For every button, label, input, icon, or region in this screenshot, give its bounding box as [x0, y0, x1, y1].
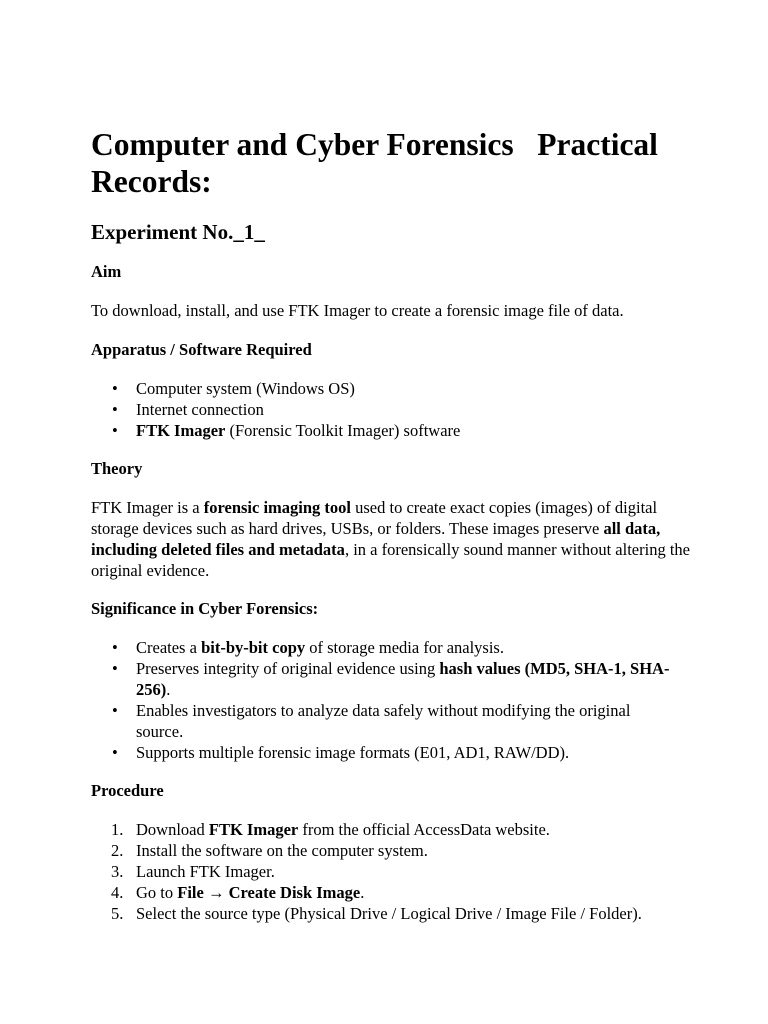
step-number: 4. [111, 883, 124, 902]
list-item: • Internet connection [112, 400, 264, 419]
aim-text: To download, install, and use FTK Imager to create a forensic image file of data. [91, 301, 624, 320]
experiment-number: Experiment No._1_ [91, 220, 265, 244]
procedure-list [91, 819, 681, 924]
page-title: Computer and Cyber Forensics Practical Records: [91, 127, 666, 199]
bullet-icon: • [112, 743, 118, 762]
list-item: • Computer system (Windows OS) [112, 379, 355, 398]
list-item: • Supports multiple forensic image formats (E01, AD1, RAW/DD). [112, 743, 570, 762]
aim-heading: Aim [91, 262, 122, 281]
apparatus-list [91, 378, 681, 441]
step-number: 1. [111, 820, 124, 839]
bullet-icon: • [112, 638, 118, 657]
list-item: 1. Download FTK Imager from the official AccessData website. [111, 820, 550, 839]
list-item: 5. Select the source type (Physical Drive / Logical Drive / Image File / Folder). [111, 904, 642, 923]
document-page [91, 126, 691, 923]
list-item: 3. Launch FTK Imager. [111, 862, 275, 881]
list-item: • Enables investigators to analyze data safely without modifying the original source. [112, 701, 631, 741]
list-item: • FTK Imager (Forensic Toolkit Imager) software [112, 421, 461, 440]
step-number: 3. [111, 862, 124, 881]
step-number: 2. [111, 841, 124, 860]
bullet-icon: • [112, 701, 118, 720]
theory-text: FTK Imager is a forensic imaging tool used to create exact copies (images) of digital storage devices such as hard drives, USBs, or folders. These images preserve all data, including deleted files and metadata, in a forensically sound manner without altering the original evidence. [91, 498, 690, 580]
apparatus-heading: Apparatus / Software Required [91, 340, 312, 359]
list-item: • Creates a bit-by-bit copy of storage media for analysis. [112, 638, 504, 657]
bullet-icon: • [112, 421, 118, 440]
bullet-icon: • [112, 379, 118, 398]
theory-heading: Theory [91, 459, 143, 478]
significance-heading: Significance in Cyber Forensics: [91, 599, 319, 618]
procedure-heading: Procedure [91, 781, 164, 800]
significance-list [91, 637, 681, 763]
bullet-icon: • [112, 659, 118, 678]
list-item: 2. Install the software on the computer system. [111, 841, 428, 860]
list-item: 4. Go to File → Create Disk Image. [111, 883, 365, 902]
list-item: • Preserves integrity of original evidence using hash values (MD5, SHA-1, SHA-256). [112, 659, 670, 699]
step-number: 5. [111, 904, 124, 923]
bullet-icon: • [112, 400, 118, 419]
